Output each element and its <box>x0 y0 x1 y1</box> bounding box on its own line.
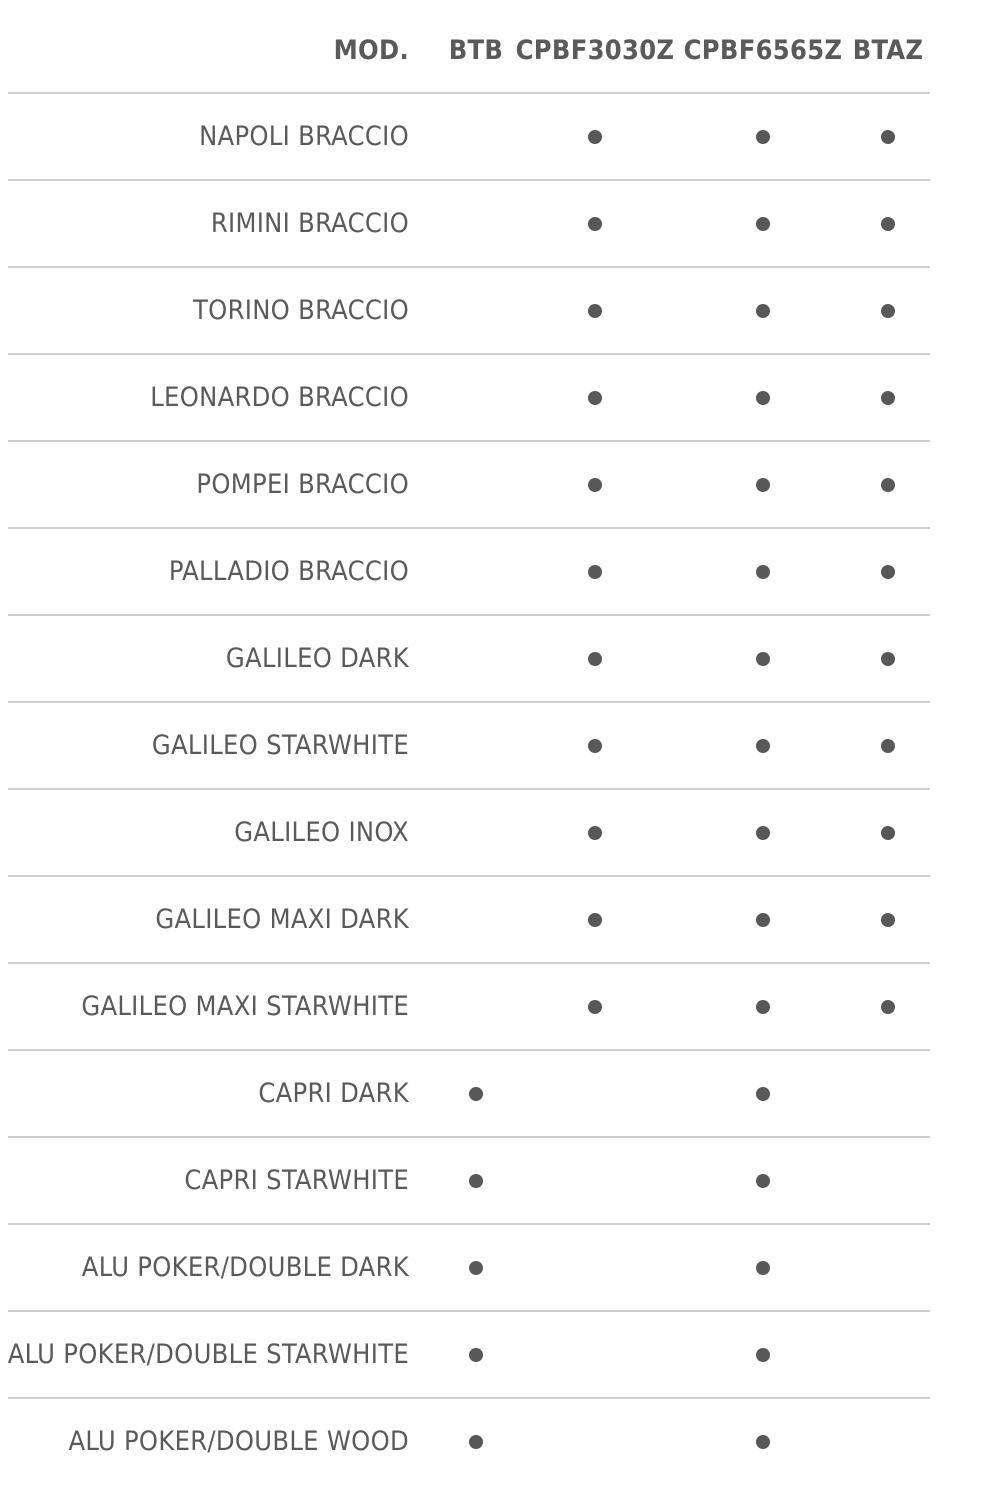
model-name: TORINO BRACCIO <box>193 295 409 326</box>
mark-cell <box>510 1399 680 1484</box>
bullet-icon <box>469 1087 483 1101</box>
table-row <box>8 616 930 703</box>
model-name: CAPRI STARWHITE <box>184 1165 409 1196</box>
bullet-icon <box>588 478 602 492</box>
bullet-icon <box>756 1348 770 1362</box>
bullet-icon <box>881 1000 895 1014</box>
bullet-icon <box>756 217 770 231</box>
table-row <box>8 442 930 529</box>
bullet-icon <box>756 391 770 405</box>
mark-cell <box>803 1138 973 1223</box>
mark-cell <box>803 616 973 701</box>
bullet-icon <box>588 913 602 927</box>
mark-cell <box>510 790 680 875</box>
model-name: GALILEO INOX <box>234 817 409 848</box>
mark-cell <box>510 1138 680 1223</box>
bullet-icon <box>881 304 895 318</box>
bullet-icon <box>756 1174 770 1188</box>
bullet-icon <box>588 391 602 405</box>
table-row <box>8 268 930 355</box>
bullet-icon <box>881 826 895 840</box>
mark-cell <box>803 703 973 788</box>
mark-cell <box>803 529 973 614</box>
mark-cell <box>510 355 680 440</box>
bullet-icon <box>881 478 895 492</box>
bullet-icon <box>588 652 602 666</box>
bullet-icon <box>756 1435 770 1449</box>
model-name: NAPOLI BRACCIO <box>199 121 409 152</box>
mark-cell <box>510 1225 680 1310</box>
mark-cell <box>803 94 973 179</box>
model-name: GALILEO MAXI STARWHITE <box>81 991 409 1022</box>
mark-cell <box>510 964 680 1049</box>
bullet-icon <box>588 217 602 231</box>
bullet-icon <box>881 217 895 231</box>
bullet-icon <box>881 913 895 927</box>
model-name: ALU POKER/DOUBLE WOOD <box>68 1426 409 1457</box>
mark-cell <box>510 442 680 527</box>
bullet-icon <box>756 652 770 666</box>
model-name: ALU POKER/DOUBLE DARK <box>81 1252 409 1283</box>
table-row <box>8 1138 930 1225</box>
table-row <box>8 877 930 964</box>
bullet-icon <box>756 1087 770 1101</box>
model-name: GALILEO STARWHITE <box>151 730 409 761</box>
model-name: GALILEO MAXI DARK <box>155 904 409 935</box>
bullet-icon <box>588 565 602 579</box>
table-row <box>8 94 930 181</box>
bullet-icon <box>881 391 895 405</box>
bullet-icon <box>881 565 895 579</box>
bullet-icon <box>881 739 895 753</box>
table-row <box>8 1225 930 1312</box>
mark-cell <box>803 1399 973 1484</box>
mark-cell <box>510 703 680 788</box>
mark-cell <box>803 181 973 266</box>
model-name: GALILEO DARK <box>225 643 409 674</box>
model-name: ALU POKER/DOUBLE STARWHITE <box>7 1339 409 1370</box>
table-header <box>8 0 930 94</box>
bullet-icon <box>469 1174 483 1188</box>
table-row <box>8 964 930 1051</box>
column-header-cpbf6565z: CPBF6565Z <box>683 34 843 66</box>
mark-cell <box>803 1051 973 1136</box>
mark-cell <box>803 790 973 875</box>
table-row <box>8 790 930 877</box>
bullet-icon <box>588 304 602 318</box>
bullet-icon <box>588 130 602 144</box>
compatibility-table <box>8 0 930 1484</box>
mark-cell <box>510 877 680 962</box>
table-row <box>8 181 930 268</box>
column-header-cpbf3030z: CPBF3030Z <box>515 34 675 66</box>
model-name: RIMINI BRACCIO <box>210 208 409 239</box>
model-name: CAPRI DARK <box>258 1078 409 1109</box>
bullet-icon <box>469 1435 483 1449</box>
bullet-icon <box>756 130 770 144</box>
mark-cell <box>803 1225 973 1310</box>
mark-cell <box>803 268 973 353</box>
model-name: LEONARDO BRACCIO <box>150 382 409 413</box>
bullet-icon <box>756 913 770 927</box>
bullet-icon <box>881 130 895 144</box>
model-column-header: MOD. <box>333 34 409 66</box>
table-body <box>8 94 930 1484</box>
bullet-icon <box>588 1000 602 1014</box>
bullet-icon <box>588 739 602 753</box>
column-header-btaz: BTAZ <box>852 34 924 66</box>
table-row <box>8 1399 930 1484</box>
mark-cell <box>510 94 680 179</box>
bullet-icon <box>756 565 770 579</box>
bullet-icon <box>881 652 895 666</box>
model-name: PALLADIO BRACCIO <box>168 556 409 587</box>
bullet-icon <box>756 739 770 753</box>
mark-cell <box>803 355 973 440</box>
table-row <box>8 1051 930 1138</box>
bullet-icon <box>756 1000 770 1014</box>
column-header-btb: BTB <box>448 34 504 66</box>
bullet-icon <box>756 478 770 492</box>
mark-cell <box>510 616 680 701</box>
mark-cell <box>510 529 680 614</box>
bullet-icon <box>469 1261 483 1275</box>
mark-cell <box>510 268 680 353</box>
mark-cell <box>803 442 973 527</box>
table-row <box>8 703 930 790</box>
table-row <box>8 1312 930 1399</box>
bullet-icon <box>588 826 602 840</box>
table-row <box>8 355 930 442</box>
mark-cell <box>510 1051 680 1136</box>
mark-cell <box>803 877 973 962</box>
table-row <box>8 529 930 616</box>
bullet-icon <box>469 1348 483 1362</box>
model-name: POMPEI BRACCIO <box>196 469 409 500</box>
mark-cell <box>510 1312 680 1397</box>
mark-cell <box>803 964 973 1049</box>
bullet-icon <box>756 304 770 318</box>
mark-cell <box>510 181 680 266</box>
bullet-icon <box>756 1261 770 1275</box>
bullet-icon <box>756 826 770 840</box>
mark-cell <box>803 1312 973 1397</box>
